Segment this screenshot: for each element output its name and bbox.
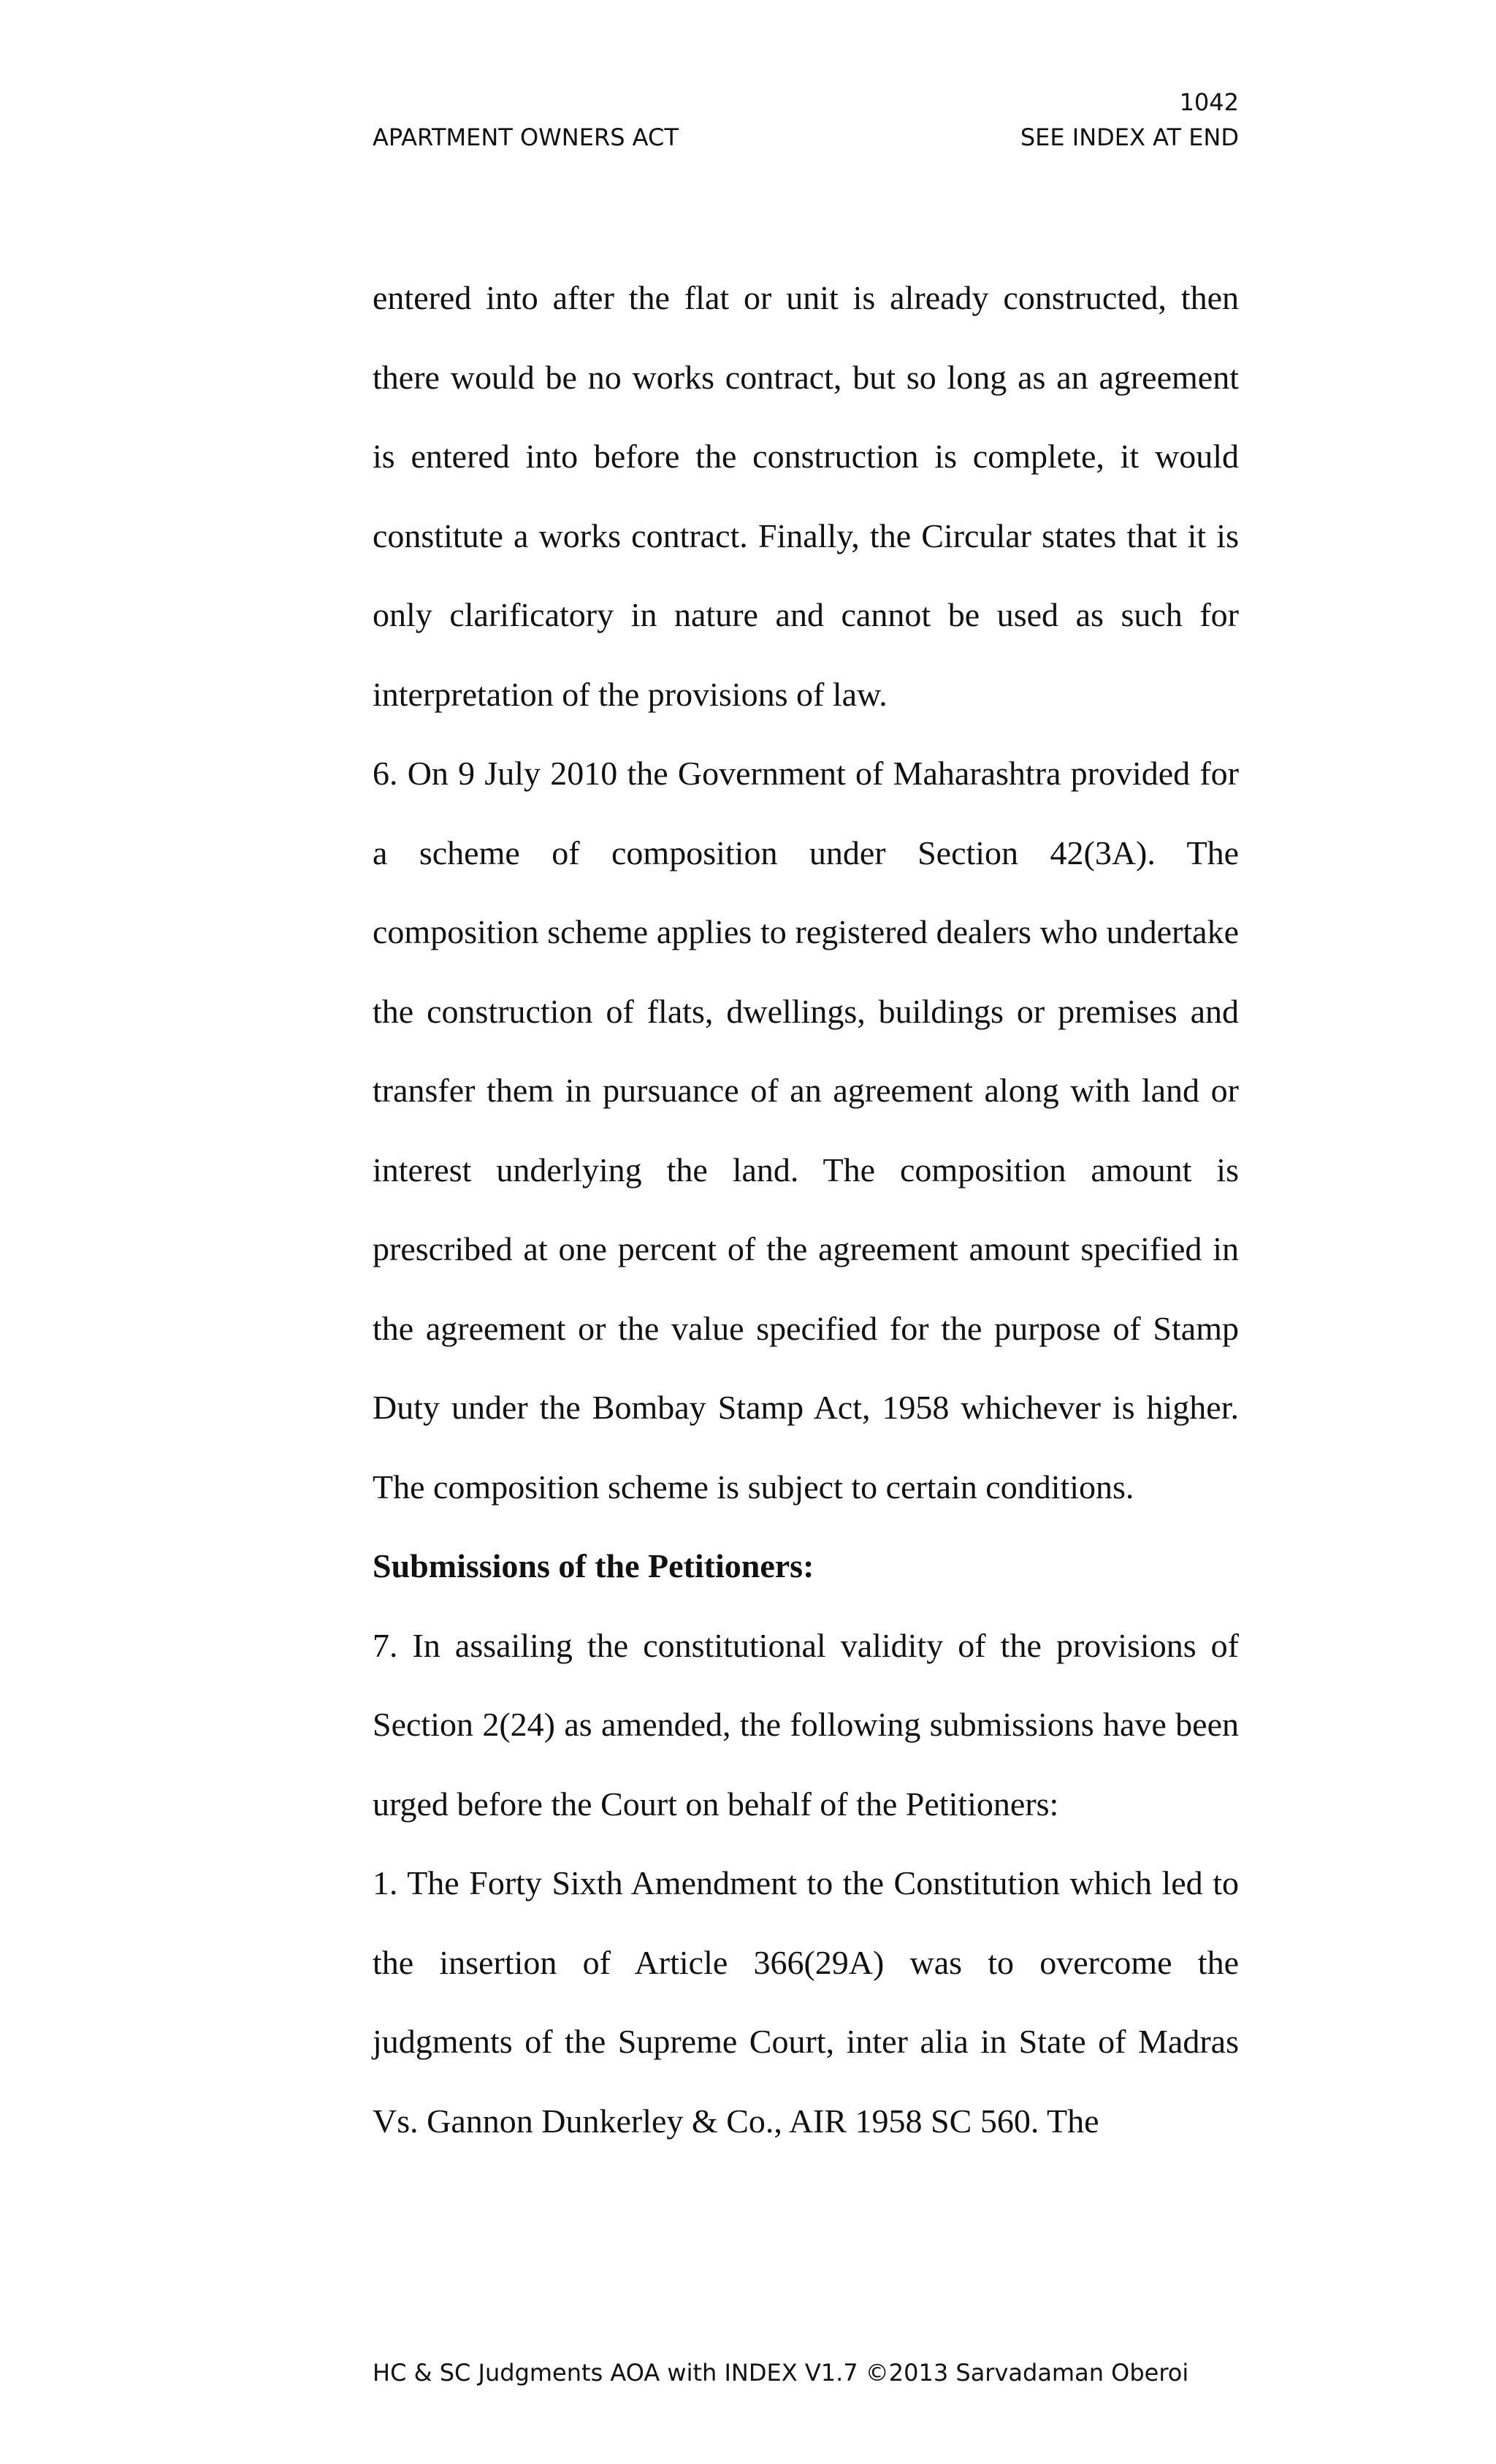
section-heading: Submissions of the Petitioners: xyxy=(373,1547,814,1584)
document-body xyxy=(373,259,1239,2161)
paragraph-7: 7. In assailing the constitutional validity of the provisions of Section 2(24) as amended, the following submissions have been urged before the Court on behalf of the Petitioners: xyxy=(373,1626,1239,1823)
running-header-title: APARTMENT OWNERS ACT xyxy=(373,123,679,151)
paragraph-continued: entered into after the flat or unit is already constructed, then there would be no works contract, but so long as an agreement is entered into before the construction is complete, it would constitute a works contract. Finally, the Circular states that it is only clarificatory in nature and cannot be used as such for interpretation of the provisions of law. xyxy=(373,279,1239,713)
running-header-index-note: SEE INDEX AT END xyxy=(1020,123,1239,151)
page-number: 1042 xyxy=(1179,88,1239,116)
page-footer: HC & SC Judgments AOA with INDEX V1.7 ©2013 Sarvadaman Oberoi xyxy=(373,2359,1189,2387)
submission-1: 1. The Forty Sixth Amendment to the Constitution which led to the insertion of Article 366(29A) was to overcome the judgments of the Supreme Court, inter alia in State of Madras Vs. Gannon Dunkerley & Co., AIR 1958 SC 560. The xyxy=(373,1864,1239,2140)
paragraph-6: 6. On 9 July 2010 the Government of Maharashtra provided for a scheme of composition under Section 42(3A). The composition scheme applies to registered dealers who undertake the construction of flats, dwellings, buildings or premises and transfer them in pursuance of an agreement along with land or interest underlying the land. The composition amount is prescribed at one percent of the agreement amount specified in the agreement or the value specified for the purpose of Stamp Duty under the Bombay Stamp Act, 1958 whichever is higher. The composition scheme is subject to certain conditions. xyxy=(373,755,1239,1506)
